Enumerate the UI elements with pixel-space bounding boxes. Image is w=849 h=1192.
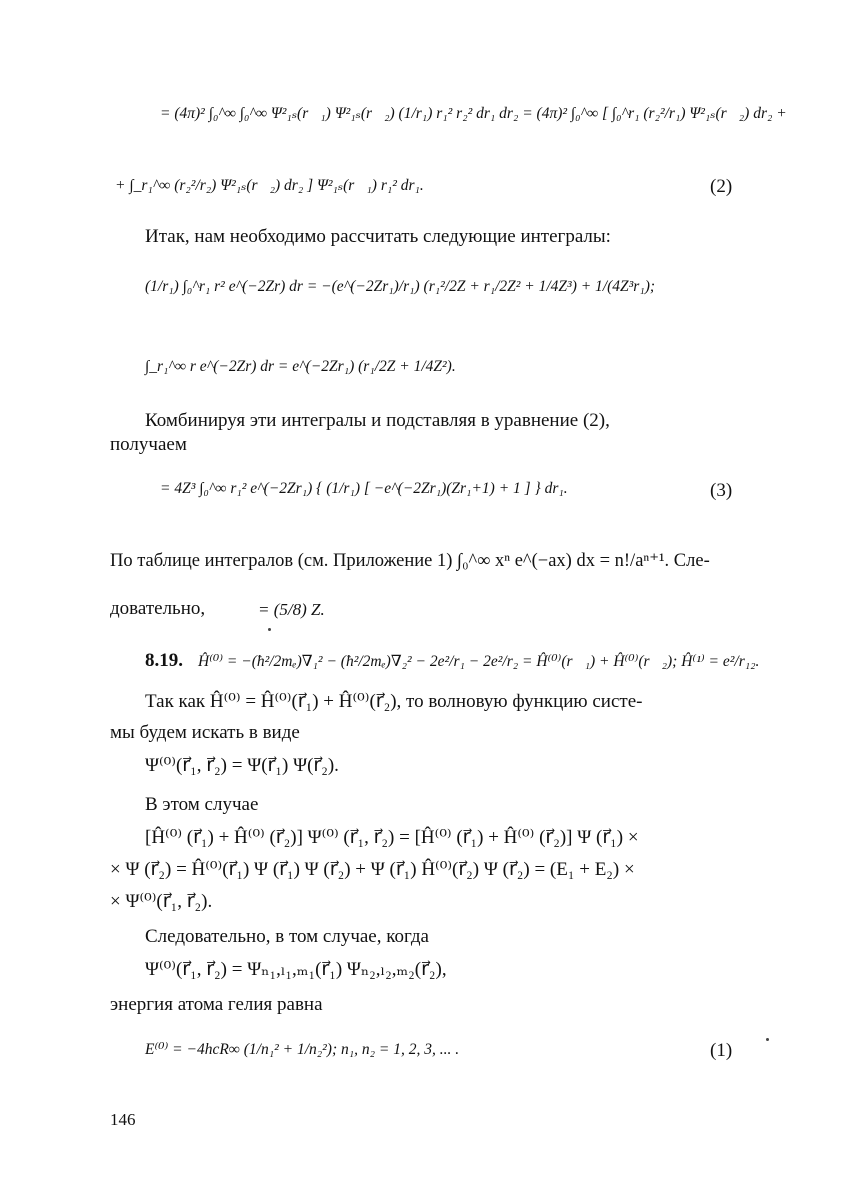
problem-number: 8.19. <box>145 650 183 671</box>
helium-energy-text: энергия атома гелия равна <box>110 994 323 1015</box>
integral-2: ∫_r₁^∞ r e^(−2Zr) dr = e^(−2Zr₁) (r₁/2Z + 1/4Z²). <box>145 358 456 375</box>
integral-1: (1/r₁) ∫₀^r₁ r² e^(−2Zr) dr = −(e^(−2Zr₁)/r₁) (r₁²/2Z + r₁/2Z² + 1/4Z³) + 1/(4Z³r₁); <box>145 278 656 295</box>
consequently-text: довательно, <box>110 598 206 619</box>
since-text-line-1: Так как Ĥ⁽⁰⁾ = Ĥ⁽⁰⁾(r⃗₁) + Ĥ⁽⁰⁾(r⃗₂), то волновую функцию систе- <box>145 691 643 712</box>
long-equation-line-3: × Ψ⁽⁰⁾(r⃗₁, r⃗₂). <box>110 891 213 912</box>
energy-formula: E⁽⁰⁾ = −4hcR∞ (1/n₁² + 1/n₂²); n₁, n₂ = 1, 2, 3, ... . <box>145 1041 460 1058</box>
since-text-line-2: мы будем искать в виде <box>110 722 300 743</box>
page-number: 146 <box>110 1110 136 1129</box>
equation-number-1: (1) <box>710 1040 733 1061</box>
equation-line-1: = (4π)² ∫₀^∞ ∫₀^∞ Ψ²₁ₛ(r⃗₁) Ψ²₁ₛ(r⃗₂) (1/r₁) r₁² r₂² dr₁ dr₂ = (4π)² ∫₀^∞ [ ∫₀^r₁ (r₂²/r₁) Ψ²₁ₛ(r⃗₂) dr₂ + <box>160 105 787 122</box>
hamiltonian-equation: Ĥ⁽⁰⁾ = −(ħ²/2mₑ)∇₁² − (ħ²/2mₑ)∇₂² − 2e²/r₁ − 2e²/r₂ = Ĥ⁽⁰⁾(r⃗₁) + Ĥ⁽⁰⁾(r⃗₂); Ĥ⁽¹⁾ = e²/r₁₂. <box>198 653 760 670</box>
long-equation-line-2: × Ψ (r⃗₂) = Ĥ⁽⁰⁾(r⃗₁) Ψ (r⃗₁) Ψ (r⃗₂) + Ψ (r⃗₁) Ĥ⁽⁰⁾(r⃗₂) Ψ (r⃗₂) = (E₁ + E₂) × <box>110 859 635 880</box>
long-equation-line-1: [Ĥ⁽⁰⁾ (r⃗₁) + Ĥ⁽⁰⁾ (r⃗₂)] Ψ⁽⁰⁾ (r⃗₁, r⃗₂) = [Ĥ⁽⁰⁾ (r⃗₁) + Ĥ⁽⁰⁾ (r⃗₂)] Ψ (r⃗₁) × <box>145 827 639 848</box>
consequently-when-text: Следовательно, в том случае, когда <box>145 926 429 947</box>
equation-number-2: (2) <box>710 176 733 197</box>
wavefunction-product: Ψ⁽⁰⁾(r⃗₁, r⃗₂) = Ψ(r⃗₁) Ψ(r⃗₂). <box>145 755 339 776</box>
combining-text-line-1: Комбинируя эти интегралы и подставляя в уравнение (2), <box>145 410 610 431</box>
table-of-integrals-text: По таблице интегралов (см. Приложение 1) ∫₀^∞ xⁿ e^(−ax) dx = n!/aⁿ⁺¹. Сле- <box>110 551 710 571</box>
margin-speck <box>766 1038 769 1041</box>
equation-3: = 4Z³ ∫₀^∞ r₁² e^(−2Zr₁) { (1/r₁) [ −e^(−2Zr₁)(Zr₁+1) + 1 ] } dr₁. <box>160 480 568 497</box>
equation-line-2: + ∫_r₁^∞ (r₂²/r₂) Ψ²₁ₛ(r⃗₂) dr₂ ] Ψ²₁ₛ(r⃗₁) r₁² dr₁. <box>115 177 424 194</box>
equation-number-3: (3) <box>710 480 733 501</box>
margin-speck-2 <box>268 628 271 631</box>
this-case-text: В этом случае <box>145 794 259 815</box>
wavefunction-quantum-numbers: Ψ⁽⁰⁾(r⃗₁, r⃗₂) = Ψₙ₁,ₗ₁,ₘ₁(r⃗₁) Ψₙ₂,ₗ₂,ₘ₂(r⃗₂), <box>145 959 447 980</box>
result-formula: = (5/8) Z. <box>258 600 325 619</box>
intro-integrals-text: Итак, нам необходимо рассчитать следующие интегралы: <box>145 226 611 247</box>
combining-text-line-2: получаем <box>110 434 187 455</box>
